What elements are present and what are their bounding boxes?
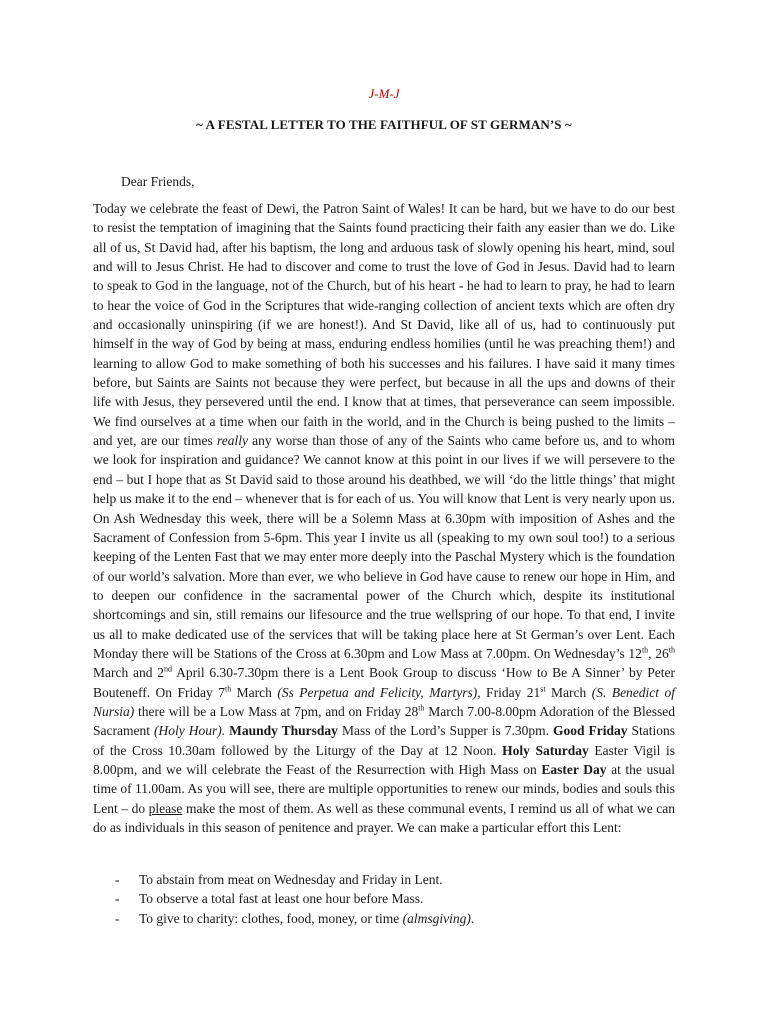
- list-item: [93, 870, 693, 889]
- ordinal-suffix: st: [540, 684, 546, 694]
- list-item: [93, 889, 693, 908]
- body-text: Friday 21: [480, 684, 541, 700]
- ordinal-suffix: nd: [164, 664, 173, 674]
- body-text: at the usual time of 11.00am. As you will see, there are multiple opportunities to renew our minds, bodies and souls this Lent – do: [93, 761, 676, 816]
- body-text: Today we celebrate the feast of Dewi, the Patron Saint of Wales! It can be hard, but we have to do our best to resist the temptation of imagining that the Saints found practicing their faith any easier than we do. Like all of us, St David had, after his baptism, the long and arduous task of slowly opening his heart, mind, soul and will to Jesus Christ. He had to discover and come to trust the love of God in Jesus. David had to learn to speak to God in the language, not of the Church, but of his heart - he had to learn to pray, he had to learn to hear the voice of God in the Scriptures that wide-ranging collection of ancient texts which are often dry and occasionally uninspiring (if we are honest!). And St David, like all of us, had to continuously put himself in the way of God by being at mass, enduring endless homilies (until he was preaching them!) and learning to allow God to make something of both his successes and his failures. I have said it many times before, but Saints are Saints not because they were perfect, but because in all the ups and downs of their life with Jesus, they persevered until the end. I know that at times, that perseverance can seem impossible. We find ourselves at a time when our faith in the world, and in the Church is being pushed to the limits – and yet, are our times: [93, 201, 675, 449]
- easter-day: Easter Day: [541, 761, 607, 777]
- good-friday: Good Friday: [552, 723, 628, 739]
- jmj-heading: J-M-J: [368, 86, 400, 101]
- ordinal-suffix: th: [224, 684, 232, 694]
- body-text: March: [545, 684, 592, 700]
- list-dash: -: [115, 891, 120, 907]
- body-text: March and 2: [93, 665, 165, 681]
- list-item: [93, 909, 693, 928]
- body-text: make the most of them. As well as these communal events, I remind us all of what we can do as individuals in this season of penitence and prayer. We can make a particular effort this Lent:: [93, 800, 676, 835]
- list-item-text: To abstain from meat on Wednesday and Friday in Lent.: [139, 872, 443, 887]
- feast-benedict: (S. Benedict of Nursia): [93, 684, 675, 719]
- body-text: Easter Vigil is 8.00pm, and we will celebrate the Feast of the Resurrection with High Mass on: [93, 742, 675, 777]
- letter-title: ~ A FESTAL LETTER TO THE FAITHFUL OF ST GERMAN’S ~: [196, 117, 572, 132]
- list-item-text: To observe a total fast at least one hour before Mass.: [139, 891, 424, 907]
- holy-saturday: Holy Saturday: [502, 742, 589, 758]
- body-text: March: [231, 684, 278, 700]
- list-item-text: .: [470, 910, 475, 926]
- lenten-practices-list: [93, 870, 693, 928]
- body-text: any worse than those of any of the Saints who came before us, and to whom we look for inspiration and guidance? We cannot know at this point in our lives if we will persevere to the end – but I hope that as St David said to those around his deathbed, we will ‘do the little things’ that might help us make it to the end – whenever that is for each of us. You will know that Lent is very nearly upon us. On Ash Wednesday this week, there will be a Solemn Mass at 6.30pm with imposition of Ashes and the Sacrament of Confession from 5-6pm. This year I invite us all (speaking to my own soul too!) to a serious keeping of the Lenten Fast that we may enter more deeply into the Paschal Mystery which is the foundation of our world’s salvation. More than ever, we who believe in God have cause to renew our hope in Him, and to deepen our confidence in the sacramental power of the Church which, despite its institutional shortcomings and sin, still remains our lifesource and the true wellspring of our hope. To that end, I invite us all to make dedicated use of the services that will be taking place here at St German’s over Lent. Each Monday there will be Stations of the Cross at 6.30pm and Low Mass at 7.00pm. On Wednesday’s 12: [93, 433, 675, 661]
- greeting: Dear Friends,: [121, 174, 195, 189]
- letter-body: [93, 199, 675, 837]
- body-text: there will be a Low Mass at 7pm, and on Friday 28: [134, 703, 419, 719]
- underlined-please: please: [148, 800, 183, 816]
- maundy-thursday: Maundy Thursday: [229, 723, 338, 739]
- list-item-text: To give to charity: clothes, food, money, or time: [139, 910, 403, 926]
- emphasis-really: really: [216, 433, 248, 449]
- list-dash: -: [115, 872, 120, 887]
- holy-hour-note: (Holy Hour).: [153, 723, 226, 739]
- body-text: , 26: [648, 645, 669, 661]
- body-text: March 7.00-8.00pm Adoration of the Blessed Sacrament: [93, 703, 675, 739]
- ordinal-suffix: th: [641, 645, 649, 655]
- almsgiving-note: (almsgiving): [402, 910, 471, 926]
- body-text: Stations of the Cross 10.30am followed by the Liturgy of the Day at 12 Noon.: [93, 723, 675, 758]
- ordinal-suffix: th: [418, 703, 425, 713]
- body-text: Mass of the Lord’s Supper is 7.30pm.: [337, 723, 553, 739]
- ordinal-suffix: th: [668, 645, 675, 655]
- list-dash: -: [115, 910, 120, 926]
- body-text: April 6.30-7.30pm there is a Lent Book Group to discuss ‘How to Be A Sinner’ by Peter Bouteneff. On Friday 7: [93, 665, 675, 700]
- feast-perpetua: (Ss Perpetua and Felicity, Martyrs),: [277, 684, 481, 700]
